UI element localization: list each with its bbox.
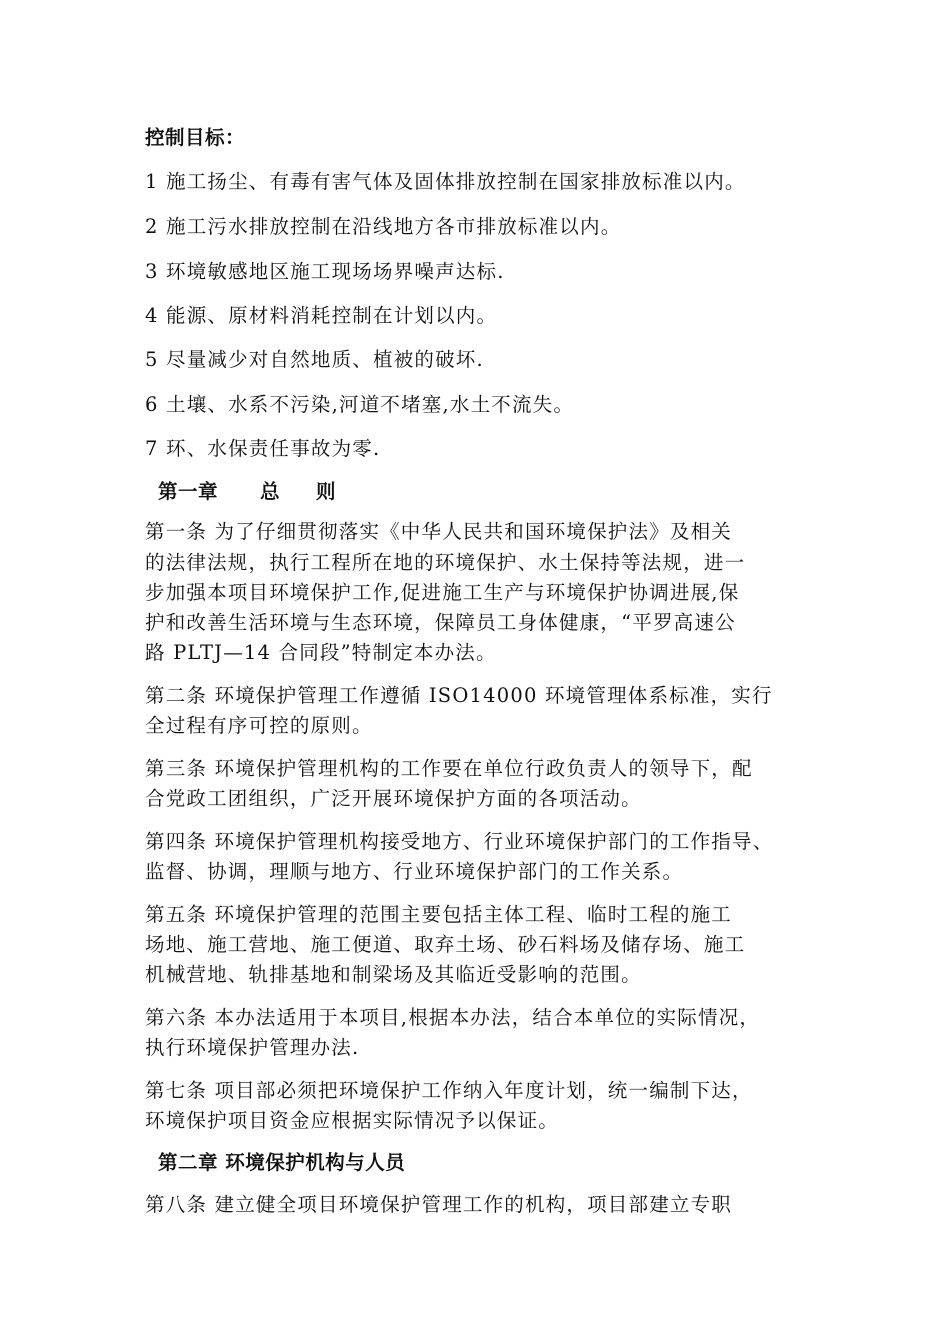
article-5-line-1: 第五条 环境保护管理的范围主要包括主体工程、临时工程的施工 xyxy=(145,903,732,926)
article-4-line-1: 第四条 环境保护管理机构接受地方、行业环境保护部门的工作指导、 xyxy=(145,830,774,853)
article-1-line-3: 步加强本项目环境保护工作,促进施工生产与环境保护协调进展,保 xyxy=(145,581,740,604)
article-1-line-5: 路 PLTJ—14 合同段”特制定本办法。 xyxy=(145,641,497,664)
chapter-2-heading: 第二章 环境保护机构与人员 xyxy=(158,1151,406,1174)
target-item-5: 5 尽量减少对自然地质、植被的破坏. xyxy=(145,348,484,371)
target-item-1: 1 施工扬尘、有毒有害气体及固体排放控制在国家排放标准以内。 xyxy=(145,170,746,193)
article-3-line-2: 合党政工团组织，广泛开展环境保护方面的各项活动。 xyxy=(145,787,642,810)
target-item-2: 2 施工污水排放控制在沿线地方各市排放标准以内。 xyxy=(145,215,622,238)
article-7-line-1: 第七条 项目部必须把环境保护工作纳入年度计划，统一编制下达， xyxy=(145,1079,753,1102)
article-3-line-1: 第三条 环境保护管理机构的工作要在单位行政负责人的领导下，配 xyxy=(145,757,753,780)
article-6-line-2: 执行环境保护管理办法. xyxy=(145,1036,360,1059)
article-5-line-2: 场地、施工营地、施工便道、取弃土场、砂石料场及储存场、施工 xyxy=(145,933,746,956)
article-4-line-2: 监督、协调，理顺与地方、行业环境保护部门的工作关系。 xyxy=(145,860,684,883)
article-7-line-2: 环境保护项目资金应根据实际情况予以保证。 xyxy=(145,1109,560,1132)
target-item-6: 6 土壤、水系不污染,河道不堵塞,水土不流失。 xyxy=(145,393,575,416)
article-2-line-1: 第二条 环境保护管理工作遵循 ISO14000 环境管理体系标准，实行 xyxy=(145,684,773,707)
chapter-1-heading xyxy=(158,477,336,507)
target-item-3: 3 环境敏感地区施工现场场界噪声达标. xyxy=(145,260,505,283)
article-5-line-3: 机械营地、轨排基地和制梁场及其临近受影响的范围。 xyxy=(145,963,642,986)
article-2-line-2: 全过程有序可控的原则。 xyxy=(145,714,373,737)
article-1-line-4: 护和改善生活环境与生态环境，保障员工身体健康，“平罗高速公 xyxy=(145,611,736,634)
article-8-line-1: 第八条 建立健全项目环境保护管理工作的机构，项目部建立专职 xyxy=(145,1193,732,1216)
article-6-line-1: 第六条 本办法适用于本项目,根据本办法，结合本单位的实际情况， xyxy=(145,1006,761,1029)
article-1-line-1: 第一条 为了仔细贯彻落实《中华人民共和国环境保护法》及相关 xyxy=(145,520,732,543)
chapter-1-word2: 则 xyxy=(316,480,337,503)
article-1-line-2: 的法律法规，执行工程所在地的环境保护、水土保持等法规，进一 xyxy=(145,551,746,574)
target-item-7: 7 环、水保责任事故为零. xyxy=(145,437,381,460)
chapter-1-word1: 总 xyxy=(260,480,281,503)
chapter-1-prefix: 第一章 xyxy=(158,480,219,503)
target-item-4: 4 能源、原材料消耗控制在计划以内。 xyxy=(145,304,498,327)
section-heading: 控制目标： xyxy=(145,126,246,149)
